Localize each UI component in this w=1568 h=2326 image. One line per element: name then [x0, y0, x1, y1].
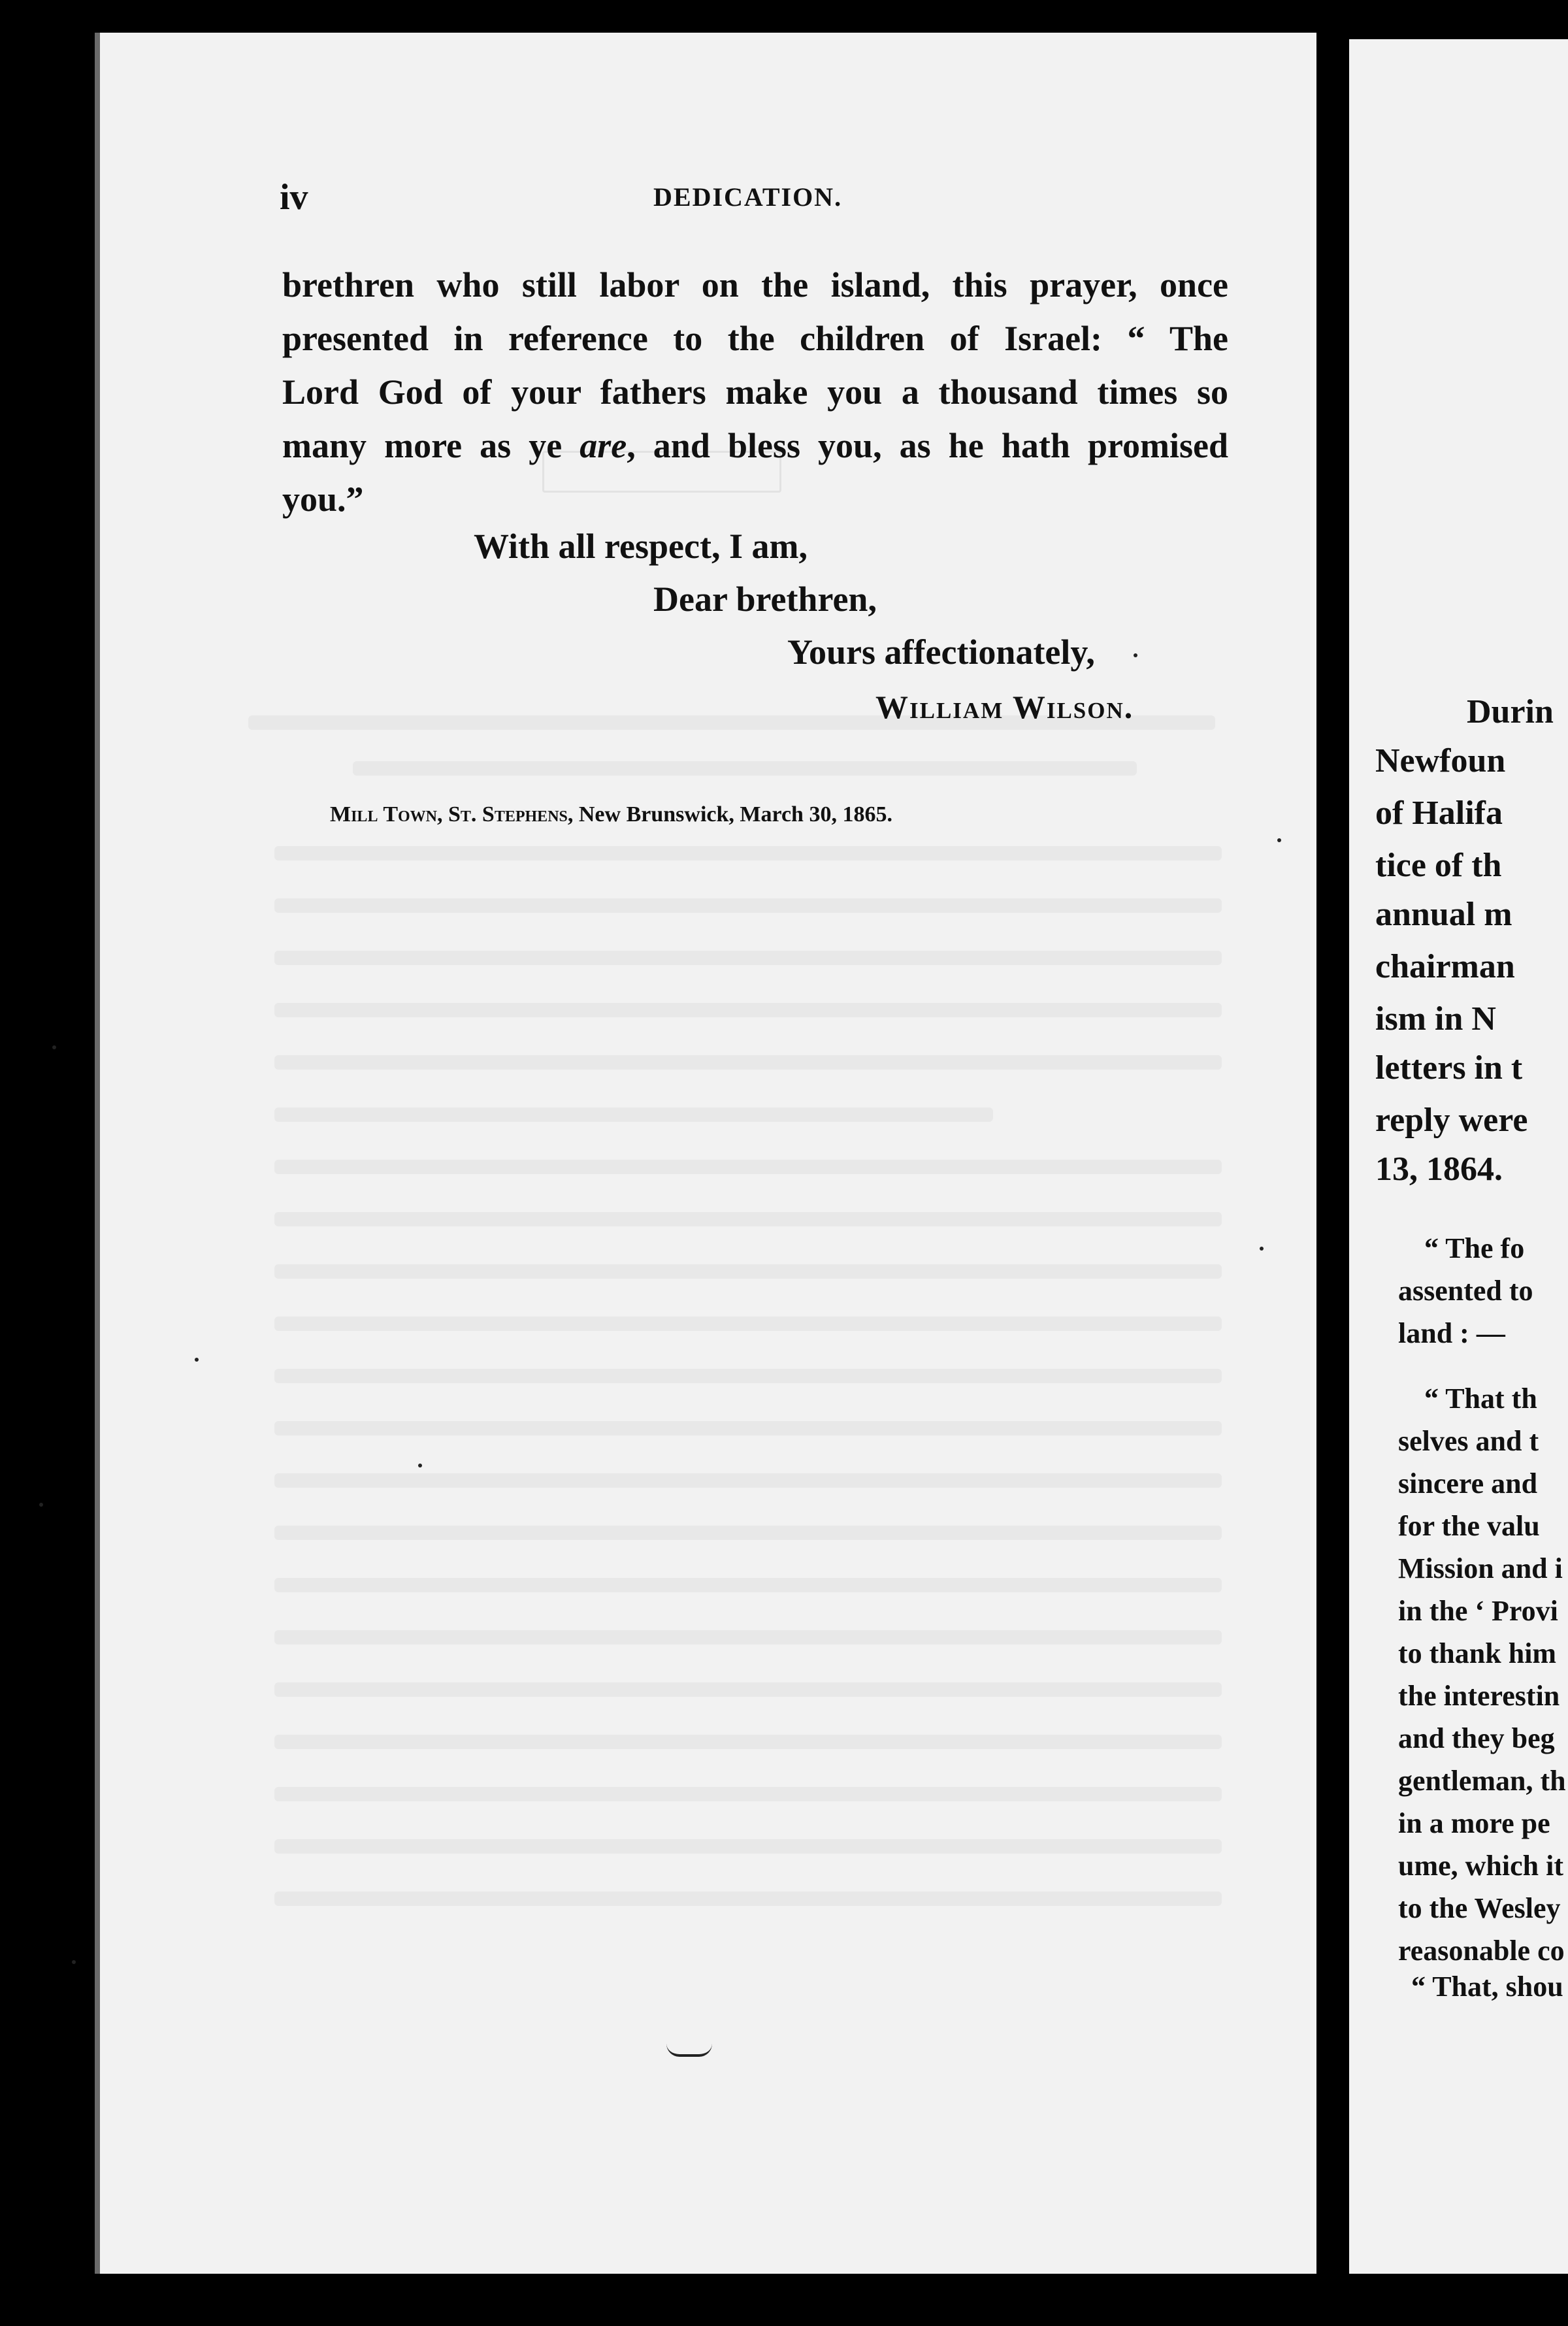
- right-small-line: Mission and i: [1398, 1552, 1563, 1584]
- body-line: presented in reference to the children of Israel: “ The: [282, 319, 1228, 358]
- right-line: Newfoun: [1375, 742, 1506, 779]
- right-line: Durin: [1467, 693, 1554, 730]
- right-small-line: “ That th: [1424, 1383, 1537, 1415]
- right-line: chairman: [1375, 948, 1515, 985]
- bleed-through-line: [274, 1003, 1222, 1017]
- right-small-line: sincere and: [1398, 1467, 1538, 1499]
- bleed-through-line: [274, 1839, 1222, 1854]
- right-small-line: ume, which it: [1398, 1850, 1563, 1882]
- bleed-through-line: [274, 1369, 1222, 1383]
- signature: William Wilson.: [875, 689, 1134, 725]
- right-line: ism in N: [1375, 1000, 1496, 1038]
- bleed-through-line: [274, 1421, 1222, 1435]
- bleed-through-line: [274, 846, 1222, 860]
- bleed-through-line: [274, 1578, 1222, 1592]
- bleed-through-line: [274, 1787, 1222, 1801]
- place-and-date: Mill Town, St. Stephens, New Brunswick, March 30, 1865.: [330, 802, 892, 827]
- place-mill-town: Mill Town: [330, 802, 438, 827]
- body-line: Lord God of your fathers make you a thousand times so: [282, 372, 1228, 412]
- right-line: 13, 1864.: [1375, 1151, 1503, 1188]
- printer-swash: [666, 2044, 712, 2057]
- bleed-through-line: [274, 1055, 1222, 1070]
- right-small-line: to thank him: [1398, 1637, 1557, 1669]
- page-gutter: [1316, 26, 1349, 2287]
- ink-speck: [418, 1464, 422, 1467]
- bleed-through-line: [274, 1160, 1222, 1174]
- bleed-through-line: [274, 1630, 1222, 1645]
- ink-speck: [1134, 653, 1137, 657]
- right-line: letters in t: [1375, 1049, 1523, 1087]
- right-small-line: “ That, shou: [1411, 1971, 1563, 2003]
- page-number: iv: [280, 177, 308, 218]
- ink-speck: [72, 1960, 76, 1964]
- right-page: [1349, 39, 1568, 2274]
- body-line: you.”: [282, 480, 364, 519]
- right-small-line: selves and t: [1398, 1425, 1539, 1457]
- bleed-through-line: [274, 1264, 1222, 1279]
- closing-salutation: With all respect, I am,: [474, 527, 808, 566]
- right-small-line: assented to: [1398, 1275, 1533, 1307]
- bleed-through-line: [274, 1682, 1222, 1697]
- ink-speck: [39, 1503, 43, 1507]
- body-line: brethren who still labor on the island, this prayer, once: [282, 265, 1228, 304]
- place-st-stephens: St. Stephens: [448, 802, 568, 827]
- emphasis-are: are: [580, 426, 627, 465]
- ink-speck: [1260, 1247, 1264, 1251]
- bleed-through-line: [274, 1212, 1222, 1226]
- bleed-through-line: [274, 1526, 1222, 1540]
- bleed-through-line: [274, 1892, 1222, 1906]
- closing-valediction: Yours affectionately,: [787, 632, 1095, 672]
- bleed-through-line: [353, 761, 1137, 776]
- right-small-line: land : —: [1398, 1317, 1505, 1349]
- right-small-line: to the Wesley: [1398, 1892, 1561, 1924]
- right-small-line: “ The fo: [1424, 1232, 1525, 1264]
- bleed-through-line: [274, 1473, 1222, 1488]
- right-small-line: reasonable co: [1398, 1935, 1565, 1967]
- ink-speck: [195, 1358, 199, 1362]
- right-small-line: gentleman, th: [1398, 1765, 1566, 1797]
- bleed-through-line: [274, 1735, 1222, 1749]
- right-small-line: and they beg: [1398, 1722, 1555, 1754]
- running-head: DEDICATION.: [653, 182, 843, 212]
- right-small-line: for the valu: [1398, 1510, 1540, 1542]
- bleed-through-line: [274, 951, 1222, 965]
- closing-address: Dear brethren,: [653, 580, 877, 619]
- bleed-through-line: [274, 1317, 1222, 1331]
- right-line: tice of th: [1375, 847, 1502, 884]
- right-small-line: in a more pe: [1398, 1807, 1550, 1839]
- ink-speck: [52, 1045, 56, 1049]
- place-date-rest: , New Brunswick, March 30, 1865.: [567, 802, 892, 827]
- right-small-line: the interestin: [1398, 1680, 1560, 1712]
- right-line: reply were: [1375, 1102, 1528, 1139]
- right-small-line: in the ‘ Provi: [1398, 1595, 1558, 1627]
- body-line: many more as ye are, and bless you, as he hath promised: [282, 426, 1228, 465]
- bleed-through-line: [274, 898, 1222, 913]
- right-line: annual m: [1375, 896, 1512, 933]
- right-line: of Halifa: [1375, 794, 1503, 832]
- ink-speck: [1277, 838, 1281, 842]
- bleed-through-line: [274, 1107, 993, 1122]
